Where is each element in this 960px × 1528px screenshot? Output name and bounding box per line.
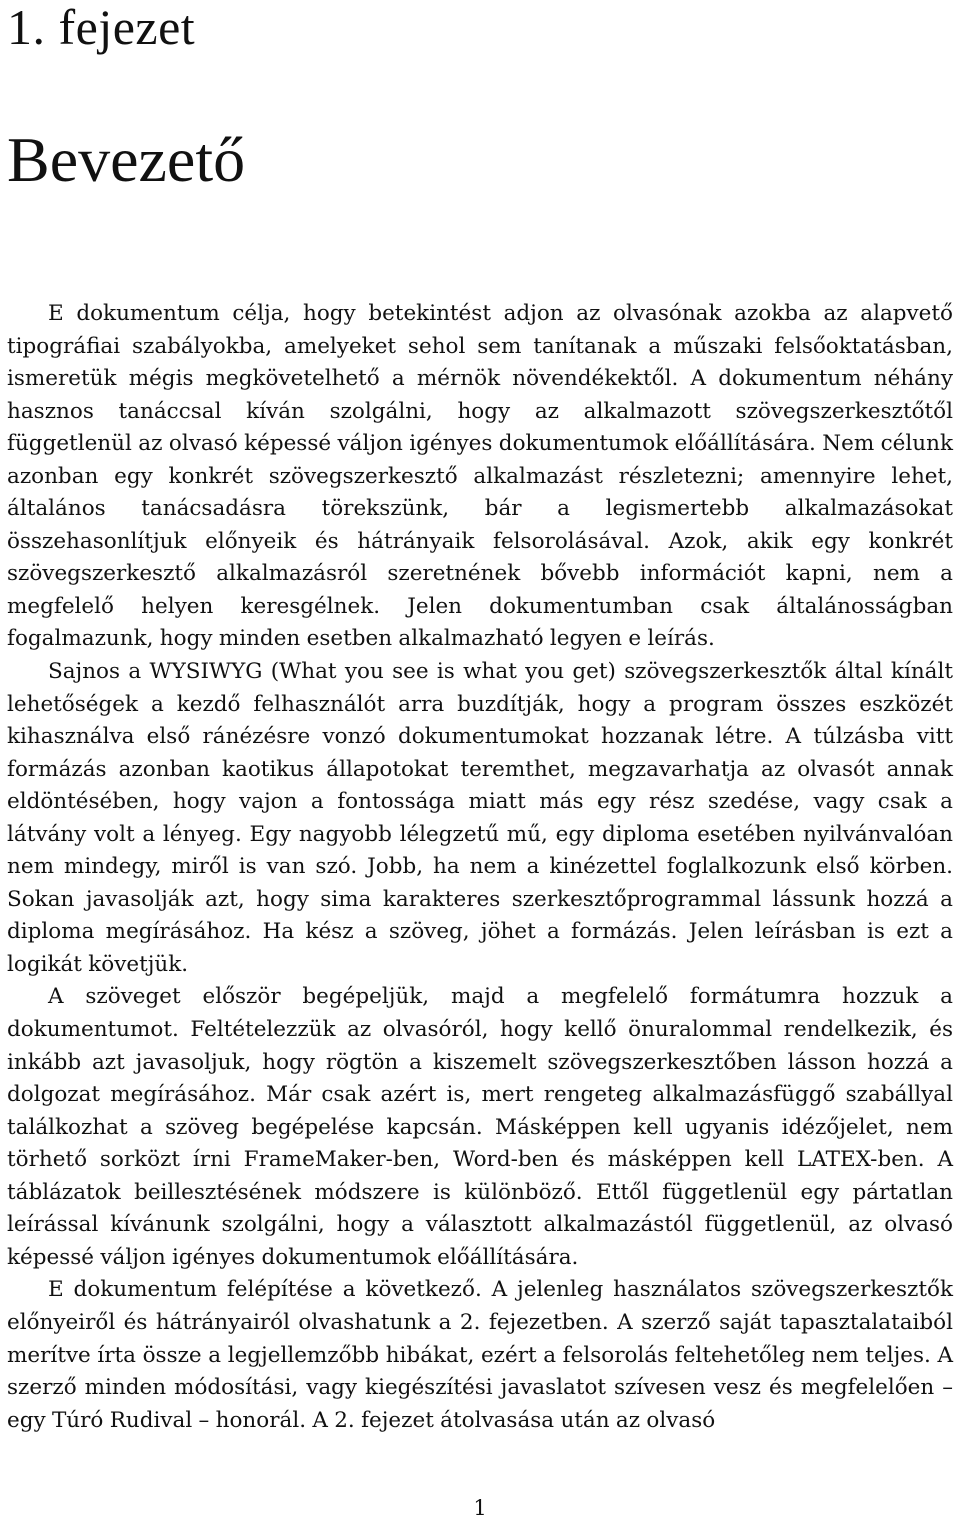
paragraph-intro: E dokumentum célja, hogy betekintést adjon az olvasónak azokba az alapvető tipográfiai szabályokba, amelyeket sehol sem tanítanak a műszaki felsőoktatásban, ismeretük mégis megkövetelhető a mérnök növendékektől. A dokumentum néhány hasznos tanáccsal kíván szolgálni, hogy az alkalmazott szövegszerkesztőtől függetlenül az olvasó képessé váljon igényes dokumentumok előállítására. Nem célunk azonban egy konkrét szövegszerkesztő alkalmazást részletezni; amennyire lehet, általános tanácsadásra törekszünk, bár a legismertebb alkalmazásokat összehasonlítjuk előnyeik és hátrányaik felsorolásával. Azok, akik egy konkrét szövegszerkesztő alkalmazásról szeretnének bővebb információt kapni, nem a megfelelő helyen keresgélnek. Jelen dokumentumban csak általánosságban fogalmazunk, hogy minden esetben alkalmazható legyen e leírás. bbox=[7, 301, 953, 652]
paragraph-structure: E dokumentum felépítése a következő. A jelenleg használatos szövegszerkesztők előnyeiről és hátrányairól olvashatunk a 2. fejezetben. A szerző saját tapasztalataiból merítve írta össze a legjellemzőbb hibákat, ezért a felsorolás feltehetőleg nem teljes. A szerző minden módosítási, vagy kiegészítési javaslatot szívesen vesz és megfelelően – egy Túró Rudival – honorál. A 2. fejezet átolvasása után az olvasó bbox=[7, 1277, 953, 1433]
chapter-title: Bevezető bbox=[7, 124, 246, 195]
page-number: 1 bbox=[473, 1496, 487, 1520]
paragraph-typing: A szöveget először begépeljük, majd a megfelelő formátumra hozzuk a dokumentumot. Feltételezzük az olvasóról, hogy kellő önuralommal rendelkezik, és inkább azt javasoljuk, hogy rögtön a kiszemelt szövegszerkesztőben lásson hozzá a dolgozat megírásához. Már csak azért is, mert rengeteg alkalmazásfüggő szabállyal találkozhat a szöveg begépelése kapcsán. Másképpen kell ugyanis idézőjelet, nem törhető sorközt írni FrameMaker-ben, Word-ben és másképpen kell LATEX-ben. A táblázatok beillesztésének módszere is különböző. Ettől függetlenül egy pártatlan leírással kívánunk szolgálni, hogy a választott alkalmazástól függetlenül, az olvasó képessé váljon igényes dokumentumok előállítására. bbox=[7, 984, 953, 1270]
body-text bbox=[7, 298, 953, 1437]
paragraph-wysiwyg: Sajnos a WYSIWYG (What you see is what you get) szövegszerkesztők által kínált lehetőségek a kezdő felhasználót arra buzdítják, hogy a program összes eszközét kihasználva első ránézésre vonzó dokumentumokat hozzanak létre. A túlzásba vitt formázás azonban kaotikus állapotokat teremthet, megzavarhatja az olvasót annak eldöntésében, hogy vajon a fontossága miatt más egy rész szedése, vagy csak a látvány volt a lényeg. Egy nagyobb lélegzetű mű, egy diploma esetében nyilvánvalóan nem mindegy, miről is van szó. Jobb, ha nem a kinézettel foglalkozunk első körben. Sokan javasolják azt, hogy sima karakteres szerkesztőprogrammal lássunk hozzá a diploma megírásához. Ha kész a szöveg, jöhet a formázás. Jelen leírásban is ezt a logikát követjük. bbox=[7, 659, 953, 977]
chapter-label: 1. fejezet bbox=[7, 0, 196, 55]
